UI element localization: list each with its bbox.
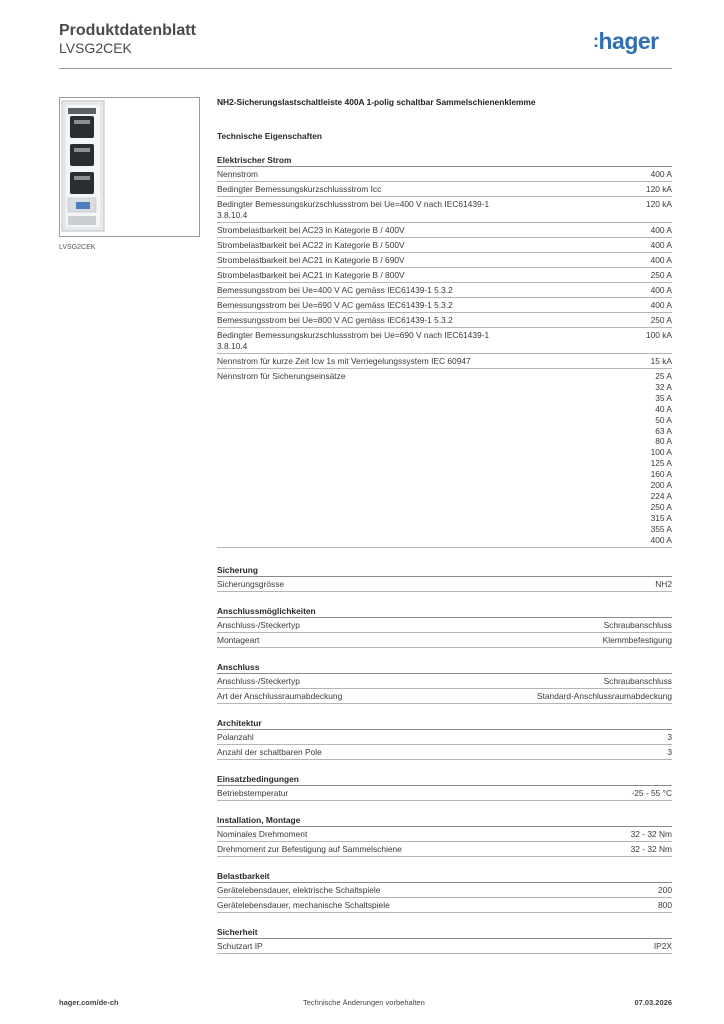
spec-label: Gerätelebensdauer, elektrische Schaltspiele <box>217 884 381 895</box>
spec-label: Strombelastbarkeit bei AC21 in Kategorie B / 690V <box>217 255 405 265</box>
spec-value: 15 kA <box>650 356 672 366</box>
header-divider <box>59 68 672 69</box>
spec-row <box>217 898 672 913</box>
spec-group <box>217 154 672 548</box>
spec-row <box>217 253 672 268</box>
product-title: NH2-Sicherungslastschaltleiste 400A 1-polig schaltbar Sammelschienenklemme <box>217 97 536 107</box>
spec-row <box>217 745 672 760</box>
spec-label: Anschluss-/Steckertyp <box>217 675 300 686</box>
spec-label: Bedingter Bemessungskurzschlussstrom bei Ue=690 V nach IEC61439-1 3.8.10.4 <box>217 330 490 351</box>
spec-value: 200 <box>658 884 672 895</box>
group-title: Elektrischer Strom <box>217 154 672 167</box>
spec-content <box>217 96 672 954</box>
spec-row <box>217 786 672 801</box>
spec-value: 800 <box>658 899 672 910</box>
spec-row <box>217 730 672 745</box>
footer-website: hager.com/de-ch <box>59 998 119 1007</box>
footer-date: 07.03.2026 <box>634 998 672 1007</box>
spec-value: Schraubanschluss <box>603 619 672 630</box>
spec-row <box>217 197 672 223</box>
image-caption: LVSG2CEK <box>59 244 96 251</box>
hager-logo: :hager <box>593 28 659 54</box>
spec-label: Nennstrom für Sicherungseinsätze <box>217 371 346 381</box>
spec-label: Strombelastbarkeit bei AC21 in Kategorie B / 800V <box>217 270 405 280</box>
spec-value: 400 A <box>650 255 672 265</box>
spec-label: Gerätelebensdauer, mechanische Schaltspiele <box>217 899 390 910</box>
spec-value: 120 kA <box>645 199 672 209</box>
spec-value: 400 A <box>650 225 672 235</box>
spec-label: Nominales Drehmoment <box>217 828 308 839</box>
spec-row <box>217 842 672 857</box>
spec-value: 3 <box>667 731 672 742</box>
spec-value: Schraubanschluss <box>603 675 672 686</box>
logo-text: hager <box>598 28 659 54</box>
spec-row <box>217 618 672 633</box>
spec-value: Klemmbefestigung <box>602 634 672 645</box>
spec-row <box>217 223 672 238</box>
spec-row <box>217 827 672 842</box>
spec-value: 400 A <box>650 240 672 250</box>
spec-value: 3 <box>667 746 672 757</box>
spec-value: 32 - 32 Nm <box>630 828 672 839</box>
spec-row <box>217 689 672 704</box>
spec-label: Sicherungsgrösse <box>217 578 285 589</box>
spec-row <box>217 328 672 354</box>
section-title: Technische Eigenschaften <box>217 131 323 141</box>
group-title: Anschluss <box>217 661 672 674</box>
spec-value: 400 A <box>650 300 672 310</box>
spec-row <box>217 268 672 283</box>
spec-group <box>217 564 672 592</box>
spec-label: Bemessungsstrom bei Ue=800 V AC gemäss IEC61439-1 5.3.2 <box>217 315 453 325</box>
spec-value: 32 - 32 Nm <box>630 843 672 854</box>
spec-label: Nennstrom <box>217 169 258 179</box>
spec-groups <box>217 154 672 954</box>
spec-row <box>217 238 672 253</box>
spec-label: Anzahl der schaltbaren Pole <box>217 746 322 757</box>
group-title: Anschlussmöglichkeiten <box>217 605 672 618</box>
spec-row <box>217 298 672 313</box>
spec-label: Bemessungsstrom bei Ue=400 V AC gemäss IEC61439-1 5.3.2 <box>217 285 453 295</box>
spec-label: Strombelastbarkeit bei AC23 in Kategorie B / 400V <box>217 225 405 235</box>
spec-value: 400 A <box>650 285 672 295</box>
spec-value: 250 A <box>650 315 672 325</box>
group-title: Einsatzbedingungen <box>217 773 672 786</box>
spec-value: NH2 <box>655 578 672 589</box>
product-code: LVSG2CEK <box>59 40 132 56</box>
spec-label: Bedingter Bemessungskurzschlussstrom bei Ue=400 V nach IEC61439-1 3.8.10.4 <box>217 199 490 220</box>
spec-group <box>217 605 672 648</box>
spec-row <box>217 354 672 369</box>
page-title: Produktdatenblatt <box>59 22 196 39</box>
spec-label: Drehmoment zur Befestigung auf Sammelschiene <box>217 843 402 854</box>
spec-label: Strombelastbarkeit bei AC22 in Kategorie B / 500V <box>217 240 405 250</box>
spec-group <box>217 661 672 704</box>
group-title: Belastbarkeit <box>217 870 672 883</box>
spec-row <box>217 369 672 548</box>
spec-label: Anschluss-/Steckertyp <box>217 619 300 630</box>
spec-label: Betriebstemperatur <box>217 787 289 798</box>
spec-label: Montageart <box>217 634 260 645</box>
spec-row <box>217 283 672 298</box>
spec-label: Nennstrom für kurze Zeit Icw 1s mit Verriegelungssystem IEC 60947 <box>217 356 471 366</box>
spec-row <box>217 633 672 648</box>
spec-group <box>217 717 672 760</box>
spec-value: 250 A <box>650 270 672 280</box>
spec-group <box>217 926 672 954</box>
spec-value: Standard-Anschlussraumabdeckung <box>536 690 672 701</box>
spec-label: Bemessungsstrom bei Ue=690 V AC gemäss IEC61439-1 5.3.2 <box>217 300 453 310</box>
spec-group <box>217 870 672 913</box>
spec-label: Schutzart IP <box>217 940 263 951</box>
spec-row <box>217 313 672 328</box>
spec-label: Bedingter Bemessungskurzschlussstrom Icc <box>217 184 382 194</box>
spec-value: 25 A 32 A 35 A 40 A 50 A 63 A 80 A 100 A 125 A 160 A 200 A 224 A 250 A 315 A 355 A 400 A <box>650 371 672 545</box>
spec-value: -25 - 55 °C <box>631 787 672 798</box>
spec-value: 400 A <box>650 169 672 179</box>
spec-label: Art der Anschlussraumabdeckung <box>217 690 343 701</box>
spec-value: 100 kA <box>645 330 672 340</box>
spec-group <box>217 814 672 857</box>
spec-value: 120 kA <box>645 184 672 194</box>
spec-label: Polanzahl <box>217 731 254 742</box>
switch-disconnector-illustration <box>60 98 199 236</box>
spec-group <box>217 773 672 801</box>
spec-row <box>217 577 672 592</box>
spec-row <box>217 939 672 954</box>
group-title: Sicherung <box>217 564 672 577</box>
group-title: Sicherheit <box>217 926 672 939</box>
group-title: Architektur <box>217 717 672 730</box>
group-title: Installation, Montage <box>217 814 672 827</box>
spec-row <box>217 674 672 689</box>
spec-value: IP2X <box>653 940 672 951</box>
spec-row <box>217 182 672 197</box>
product-image <box>59 97 200 237</box>
spec-row <box>217 883 672 898</box>
spec-row <box>217 167 672 182</box>
footer-disclaimer: Technische Änderungen vorbehalten <box>303 998 425 1007</box>
